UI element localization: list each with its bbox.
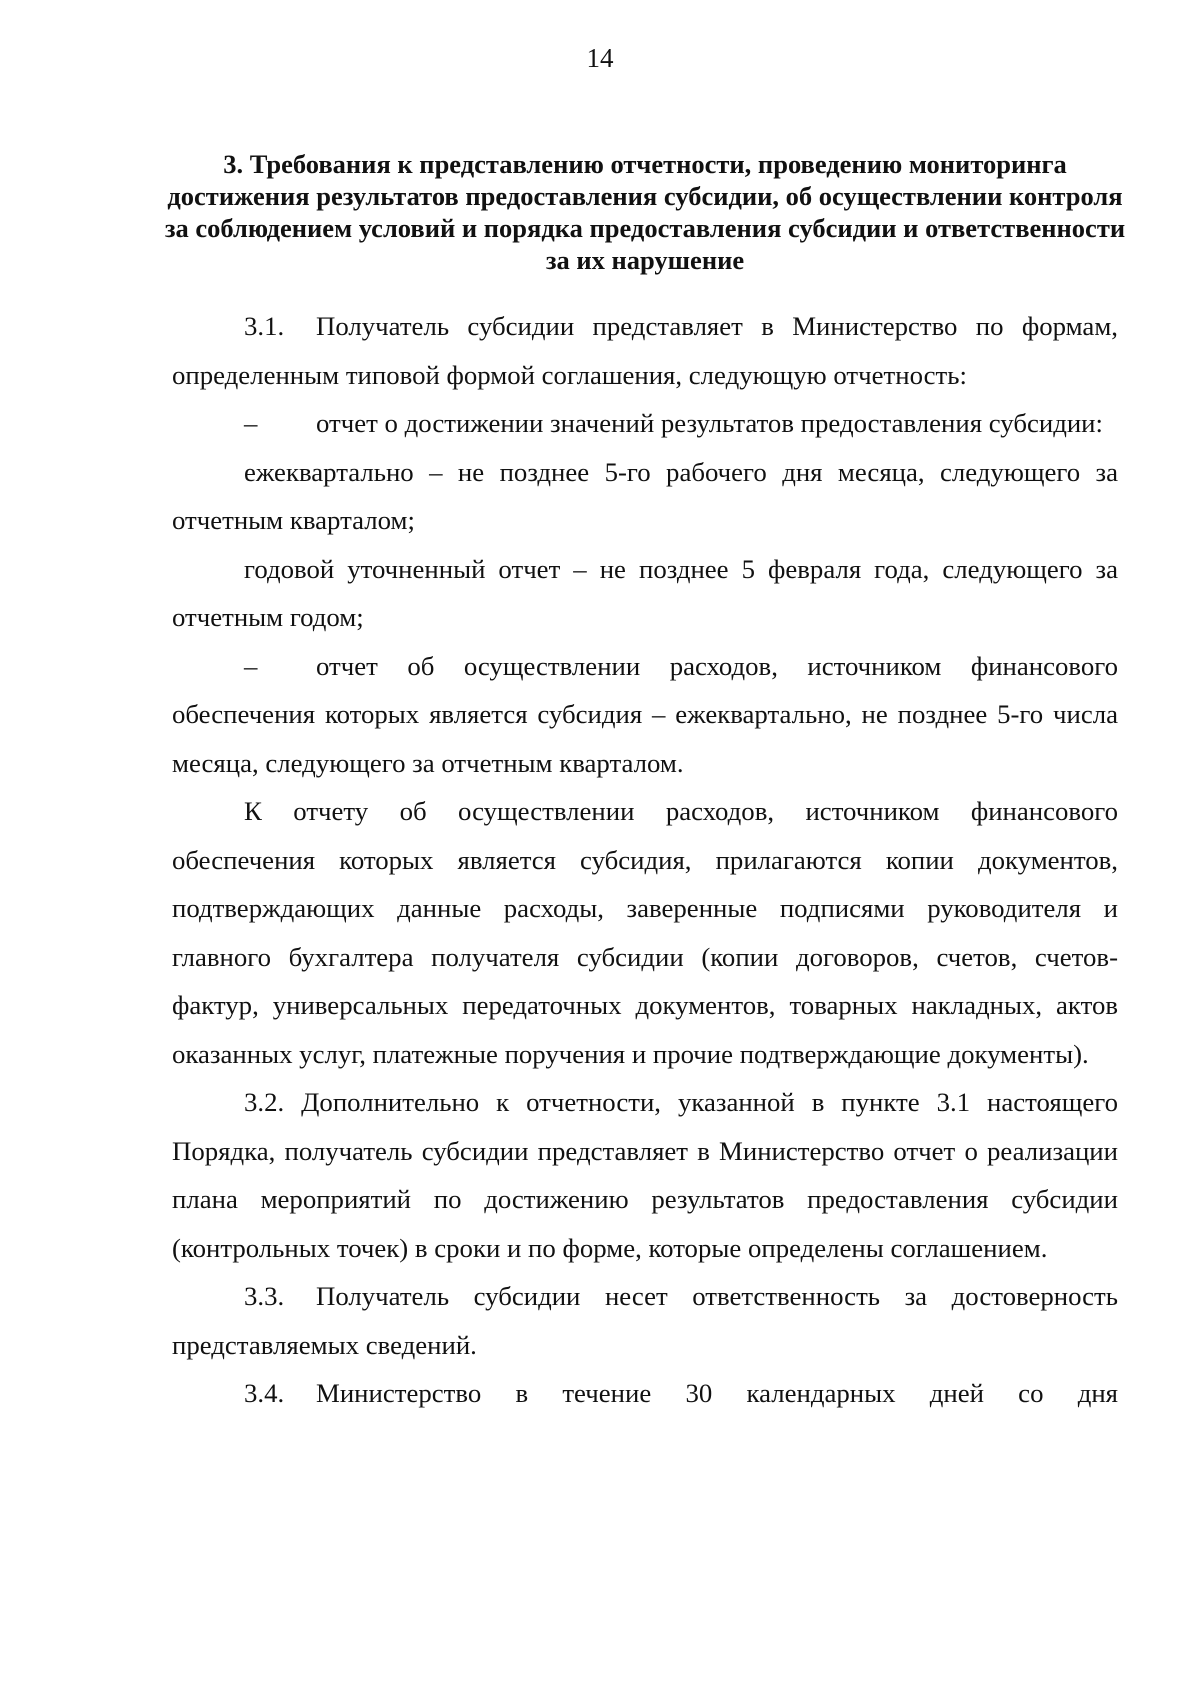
list-dash: – [244, 650, 258, 681]
paragraph-3-2 [172, 1078, 1118, 1272]
paragraph-text: Министерство в течение 30 календарных дней со дня [316, 1378, 1118, 1408]
paragraph-dash-report-results [172, 399, 1118, 448]
page-number: 14 [586, 43, 614, 73]
paragraph-text: отчет об осуществлении расходов, источником финансового обеспечения которых является субсидия – ежеквартально, не позднее 5-го числа месяца, следующего за отчетным кварталом. [172, 650, 1118, 778]
clause-number: 3.4. [244, 1378, 285, 1408]
section-heading: 3. Требования к представлению отчетности, проведению мониторинга достижения результатов предоставления субсидии, об осуществлении контроля за соблюдением условий и порядка предоставления субсидии и ответственности за их нарушение [164, 149, 1126, 275]
paragraph-quarterly [172, 448, 1118, 545]
document-body [172, 302, 1118, 1418]
clause-number: 3.1. [244, 311, 285, 341]
paragraph-attachments [172, 787, 1118, 1078]
paragraph-3-3 [172, 1272, 1118, 1369]
paragraph-text: К отчету об осуществлении расходов, источником финансового обеспечения которых является субсидия, прилагаются копии документов, подтверждающих данные расходы, заверенные подписями руководителя и главного бухгалтера получателя субсидии (копии договоров, счетов, счетов-фактур, универсальных передаточных документов, товарных накладных, актов оказанных услуг, платежные поручения и прочие подтверждающие документы). [172, 796, 1118, 1069]
paragraph-text: годовой уточненный отчет – не позднее 5 февраля года, следующего за отчетным годом; [172, 553, 1118, 632]
paragraph-3-1 [172, 302, 1118, 399]
paragraph-text: 3.2. Дополнительно к отчетности, указанной в пункте 3.1 настоящего Порядка, получатель субсидии представляет в Министерство отчет о реализации плана мероприятий по достижению результатов предоставления субсидии (контрольных точек) в сроки и по форме, которые определены соглашением. [172, 1087, 1118, 1263]
list-dash: – [244, 408, 258, 438]
paragraph-text: ежеквартально – не позднее 5-го рабочего дня месяца, следующего за отчетным кварталом; [172, 456, 1118, 535]
paragraph-text: отчет о достижении значений результатов предоставления субсидии: [316, 408, 1103, 438]
paragraph-annual [172, 545, 1118, 642]
paragraph-dash-report-expenses [172, 642, 1118, 788]
paragraph-3-4 [172, 1369, 1118, 1418]
paragraph-text: Получатель субсидии несет ответственность за достоверность представляемых сведений. [172, 1281, 1118, 1360]
clause-number: 3.3. [244, 1281, 285, 1311]
paragraph-text: Получатель субсидии представляет в Министерство по формам, определенным типовой формой соглашения, следующую отчетность: [172, 311, 1118, 390]
